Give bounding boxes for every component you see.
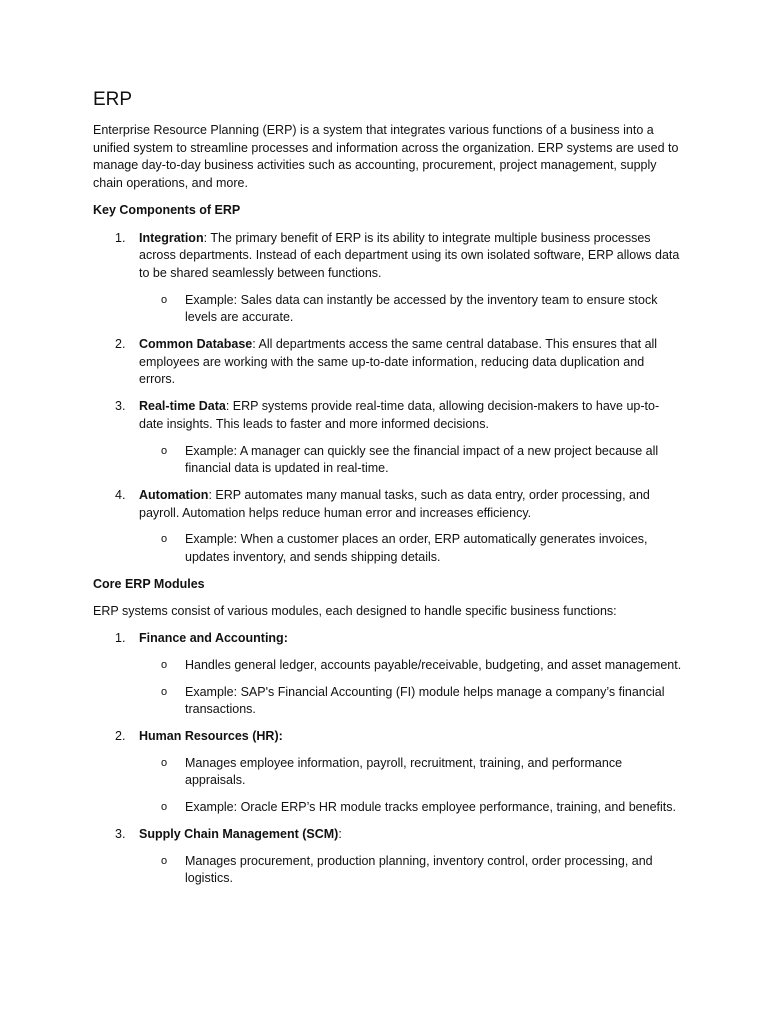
sub-list-text: Example: When a customer places an order, ERP automatically generates invoices, updates inventory, and sends shipping details.	[185, 532, 648, 565]
sub-list-item	[93, 684, 683, 719]
sub-list-text: Handles general ledger, accounts payable/receivable, budgeting, and asset management.	[185, 657, 682, 672]
bullet-icon: o	[161, 801, 168, 814]
section-heading-core-modules: Core ERP Modules	[93, 576, 205, 591]
list-text: :	[278, 728, 283, 743]
list-number: 3.	[115, 826, 126, 841]
sub-list-item	[93, 799, 683, 817]
list-item	[93, 630, 683, 648]
list-term: Finance and Accounting	[139, 631, 284, 646]
list-text: : ERP automates many manual tasks, such as data entry, order processing, and payroll. Automation helps reduce human error and increases efficiency.	[139, 487, 650, 520]
list-item	[93, 728, 683, 746]
sub-list-text: Example: A manager can quickly see the financial impact of a new project because all financial data is updated in real-time.	[185, 443, 659, 476]
list-term: Common Database	[139, 337, 253, 352]
section-heading-key-components: Key Components of ERP	[93, 202, 241, 217]
bullet-icon: o	[161, 444, 168, 457]
list-text: : ERP systems provide real-time data, allowing decision-makers to have up-to-date insights. This leads to faster and more informed decisions.	[139, 399, 660, 431]
sub-list-text: Manages procurement, production planning, inventory control, order processing, and logistics.	[185, 853, 653, 886]
list-number: 1.	[115, 230, 126, 245]
list-item	[93, 336, 683, 389]
list-text: :	[338, 826, 342, 841]
intro-paragraph: Enterprise Resource Planning (ERP) is a system that integrates various functions of a business into a unified system to streamline processes and information across the organization. ERP systems are used to manage day-to-day business activities such as accounting, procurement, project management, supply chain operations, and more.	[93, 123, 679, 191]
list-text: :	[283, 631, 288, 646]
list-number: 3.	[115, 399, 126, 414]
list-number: 2.	[115, 337, 126, 352]
list-term: Integration	[139, 230, 204, 245]
list-number: 2.	[115, 728, 126, 743]
list-term: Real-time Data	[139, 399, 226, 414]
sub-list-text: Example: Oracle ERP’s HR module tracks employee performance, training, and benefits.	[185, 800, 676, 815]
list-item	[93, 487, 683, 522]
sub-list-item	[93, 755, 683, 790]
bullet-icon: o	[161, 293, 168, 306]
bullet-icon: o	[161, 854, 168, 867]
bullet-icon: o	[161, 533, 168, 546]
list-number: 1.	[115, 631, 126, 646]
sub-list-item	[93, 292, 683, 327]
list-item	[93, 230, 683, 283]
list-term: Automation	[139, 487, 209, 502]
sub-list-text: Example: SAP's Financial Accounting (FI) module helps manage a company’s financial transactions.	[185, 684, 665, 717]
list-item	[93, 398, 683, 433]
section-intro: ERP systems consist of various modules, each designed to handle specific business functions:	[93, 604, 617, 619]
list-text: : The primary benefit of ERP is its ability to integrate multiple business processes across departments. Instead of each department using its own isolated software, ERP allows data to be shared seamlessly between functions.	[139, 230, 680, 280]
list-number: 4.	[115, 487, 126, 502]
sub-list-item	[93, 443, 683, 478]
sub-list-text: Manages employee information, payroll, recruitment, training, and performance appraisals.	[185, 755, 623, 788]
page-title: ERP	[93, 89, 133, 110]
document-body	[93, 88, 683, 897]
sub-list-item	[93, 657, 683, 675]
list-term: Supply Chain Management (SCM)	[139, 826, 339, 841]
list-item	[93, 826, 683, 844]
bullet-icon: o	[161, 685, 168, 698]
sub-list-text: Example: Sales data can instantly be accessed by the inventory team to ensure stock levels are accurate.	[185, 292, 658, 325]
list-term: Human Resources (HR)	[139, 728, 279, 743]
list-text: : All departments access the same central database. This ensures that all employees are working with the same up-to-date information, reducing data duplication and errors.	[139, 337, 658, 387]
sub-list-item	[93, 853, 683, 888]
bullet-icon: o	[161, 658, 168, 671]
bullet-icon: o	[161, 756, 168, 769]
sub-list-item	[93, 531, 683, 566]
